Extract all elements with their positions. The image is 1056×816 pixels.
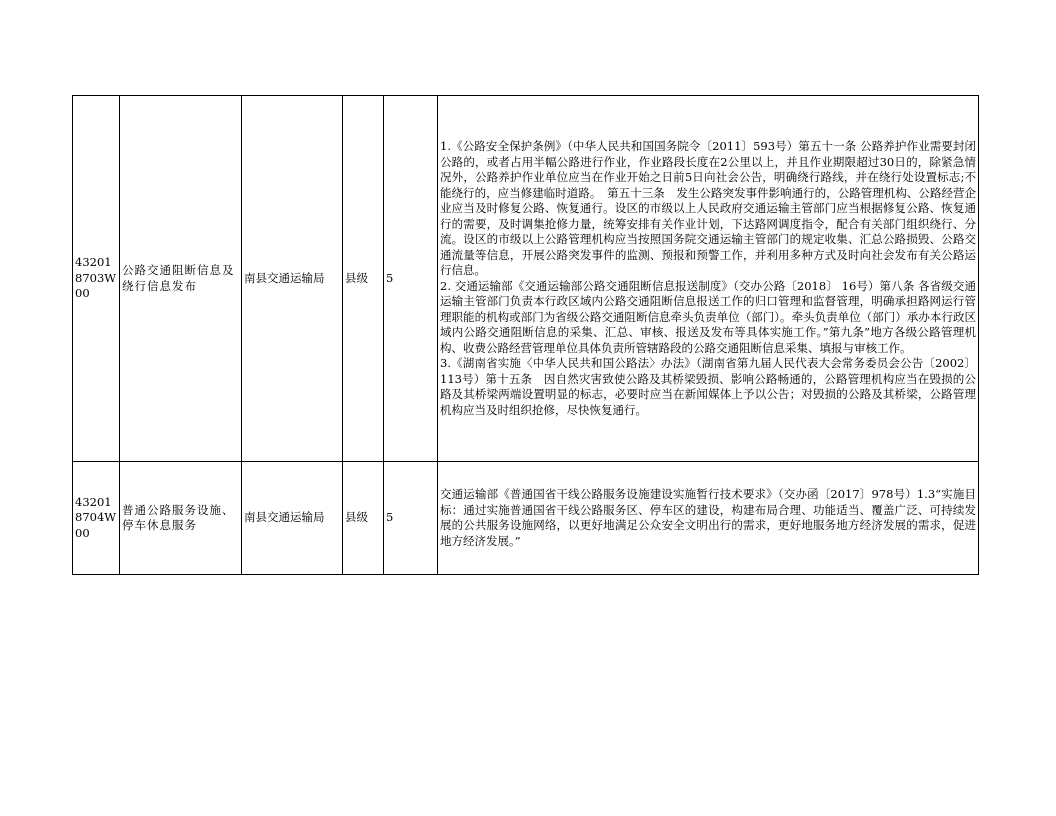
item-code: 432018703W00 (73, 96, 120, 462)
service-items-table (72, 95, 979, 575)
item-level: 县级 (343, 96, 384, 462)
legal-basis-paragraph: 2. 交通运输部《交通运输部公路交通阻断信息报送制度》（交办公路〔2018〕 16号）第八条 各省级交通运输主管部门负责本行政区域内公路交通阻断信息报送工作的归口管理和监督管理，明确承担路网运行管理职能的机构或部门为省级公路交通阻断信息牵头负责单位（部门）。牵头负责单位（部门）承办本行政区域内公路交通阻断信息的采集、汇总、审核、报送及发布等具体实施工作。”第九条”地方各级公路管理机构、收费公路经营管理单位具体负责所管辖路段的公路交通阻断信息采集、填报与审核工作。 (440, 278, 976, 355)
item-department: 南县交通运输局 (242, 96, 343, 462)
table-row (73, 462, 979, 575)
item-legal-basis (438, 96, 979, 462)
legal-basis-paragraph: 3.《湖南省实施〈中华人民共和国公路法〉办法》（湖南省第九届人民代表大会常务委员会公告〔2002〕113号）第十五条 因自然灾害致使公路及其桥梁毁损、影响公路畅通的，公路管理机构应当在毁损的公路及其桥梁两端设置明显的标志，必要时应当在新闻媒体上予以公告；对毁损的公路及其桥梁，公路管理机构应当及时组织抢修，尽快恢复通行。 (440, 356, 976, 417)
item-level: 县级 (343, 462, 384, 575)
item-name: 公路交通阻断信息及绕行信息发布 (120, 96, 242, 462)
item-name: 普通公路服务设施、停车休息服务 (120, 462, 242, 575)
item-number: 5 (384, 462, 438, 575)
item-legal-basis (438, 462, 979, 575)
legal-basis-paragraph: 1.《公路安全保护条例》（中华人民共和国国务院令〔2011〕593号）第五十一条 公路养护作业需要封闭公路的，或者占用半幅公路进行作业，作业路段长度在2公里以上，并且作业期限超过30日的，除紧急情况外，公路养护作业单位应当在作业开始之日前5日向社会公告，明确绕行路线，并在绕行处设置标志;不能绕行的，应当修建临时道路。 第五十三条 发生公路突发事件影响通行的，公路管理机构、公路经营企业应当及时修复公路、恢复通行。设区的市级以上人民政府交通运输主管部门应当根据修复公路、恢复通行的需要，及时调集抢修力量，统筹安排有关作业计划，下达路网调度指令，配合有关部门组织绕行、分流。设区的市级以上公路管理机构应当按照国务院交通运输主管部门的规定收集、汇总公路损毁、公路交通流量等信息，开展公路突发事件的监测、预报和预警工作，并利用多种方式及时向社会发布有关公路运行信息。 (440, 139, 976, 277)
legal-basis-paragraph: 交通运输部《普通国省干线公路服务设施建设实施暂行技术要求》（交办函〔2017〕978号）1.3“实施目标：通过实施普通国省干线公路服务区、停车区的建设，构建布局合理、功能适当、覆盖广泛、可持续发展的公共服务设施网络，以更好地满足公众安全文明出行的需求，更好地服务地方经济发展的需求，促进地方经济发展。” (440, 487, 976, 548)
item-department: 南县交通运输局 (242, 462, 343, 575)
table-row (73, 96, 979, 462)
item-code: 432018704W00 (73, 462, 120, 575)
item-number: 5 (384, 96, 438, 462)
